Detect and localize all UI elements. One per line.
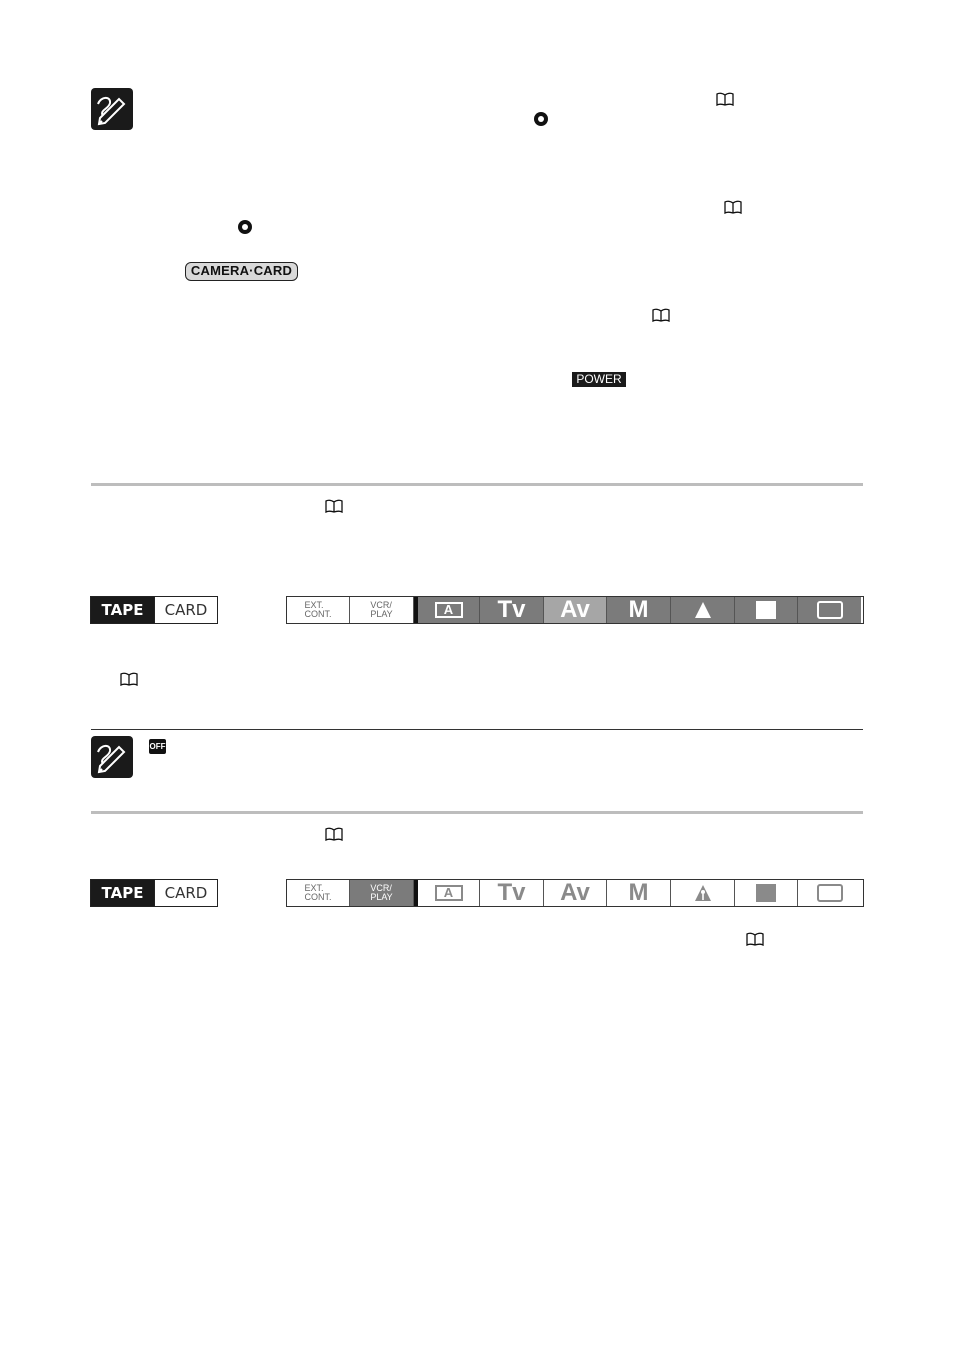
mode-cell xyxy=(287,597,350,623)
night-moon-icon xyxy=(756,601,776,619)
mode-label: EXT. CONT. xyxy=(304,600,332,619)
mode-indicator-bar xyxy=(286,596,864,624)
mode-cell xyxy=(544,597,607,623)
mode-cell xyxy=(671,880,735,906)
mode-cell xyxy=(480,597,544,623)
media-selector xyxy=(90,879,218,907)
rectangle-icon xyxy=(817,601,843,619)
mode-cell xyxy=(735,880,798,906)
mode-cell xyxy=(798,880,861,906)
mode-cell xyxy=(607,597,671,623)
mode-cell xyxy=(607,880,671,906)
mode-label: EXT. CONT. xyxy=(304,883,332,902)
portrait-cone-icon xyxy=(694,884,712,902)
note-pencil-icon xyxy=(91,88,133,130)
mode-cell xyxy=(414,880,480,906)
mode-cell xyxy=(350,880,414,906)
mode-label: M xyxy=(628,596,649,623)
section-divider xyxy=(91,483,863,486)
mode-label: Av xyxy=(560,596,590,623)
mode-label: A xyxy=(435,885,463,901)
book-reference-icon xyxy=(325,499,343,513)
power-badge: POWER xyxy=(572,372,626,387)
book-reference-icon xyxy=(716,92,734,106)
media-card: CARD xyxy=(154,597,217,623)
media-card: CARD xyxy=(154,880,217,906)
mode-label: VCR/ PLAY xyxy=(370,600,393,619)
mode-label: M xyxy=(628,879,649,906)
mode-label: A xyxy=(435,602,463,618)
book-reference-icon xyxy=(325,827,343,841)
book-reference-icon xyxy=(724,200,742,214)
note-pencil-icon xyxy=(91,736,133,778)
mode-cell xyxy=(798,597,861,623)
mode-cell xyxy=(735,597,798,623)
portrait-cone-icon xyxy=(694,601,712,619)
mode-cell xyxy=(544,880,607,906)
mode-label: Tv xyxy=(497,879,526,906)
mode-cell xyxy=(350,597,414,623)
mode-cell xyxy=(671,597,735,623)
mode-label: Tv xyxy=(497,596,526,623)
mode-cell xyxy=(480,880,544,906)
record-dot-icon xyxy=(534,112,548,126)
off-icon: OFF xyxy=(149,739,166,754)
mode-label: Av xyxy=(560,879,590,906)
night-moon-icon xyxy=(756,884,776,902)
mode-cell xyxy=(287,880,350,906)
note-divider xyxy=(91,729,863,730)
media-tape: TAPE xyxy=(91,597,154,623)
media-tape: TAPE xyxy=(91,880,154,906)
mode-label: VCR/ PLAY xyxy=(370,883,393,902)
record-dot-icon xyxy=(238,220,252,234)
media-selector xyxy=(90,596,218,624)
book-reference-icon xyxy=(746,932,764,946)
book-reference-icon xyxy=(652,308,670,322)
rectangle-icon xyxy=(817,884,843,902)
camera-card-badge: CAMERA·CARD xyxy=(185,262,298,281)
mode-cell xyxy=(414,597,480,623)
book-reference-icon xyxy=(120,672,138,686)
mode-indicator-bar xyxy=(286,879,864,907)
section-divider xyxy=(91,811,863,814)
